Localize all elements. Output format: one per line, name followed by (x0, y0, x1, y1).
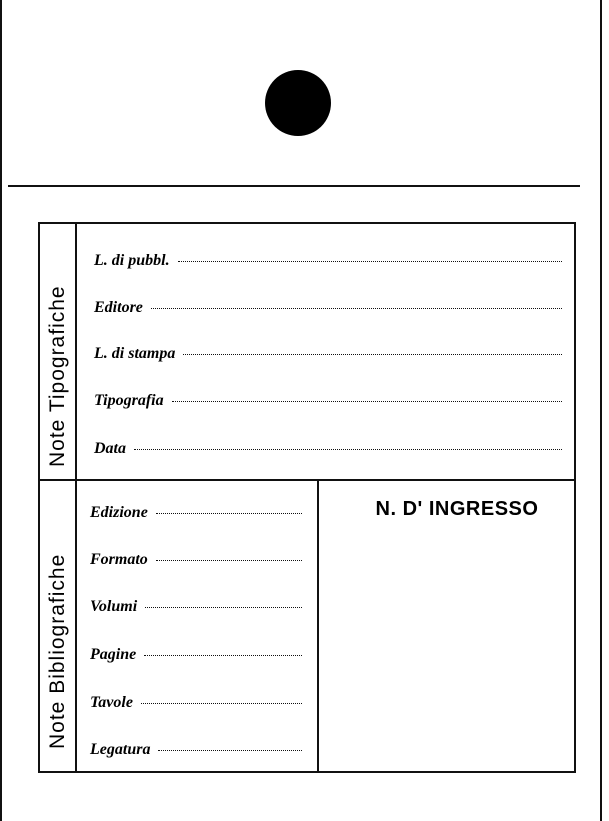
fill-line[interactable] (156, 560, 302, 561)
fill-line[interactable] (178, 261, 562, 262)
note-bibliografiche-heading: Note Bibliografiche (46, 553, 69, 749)
left-sheet-edge (0, 0, 5, 821)
catalog-card (38, 222, 576, 773)
ingresso-divider (317, 480, 319, 773)
field-row-luogo-pubblicazione (94, 252, 562, 270)
label-column-border (75, 224, 77, 771)
field-row-pagine (90, 646, 302, 664)
right-sheet-edge (600, 0, 609, 821)
field-row-luogo-stampa (94, 345, 562, 363)
fill-line[interactable] (172, 401, 562, 402)
fill-line[interactable] (156, 513, 302, 514)
fold-line (8, 185, 580, 187)
punch-hole (265, 70, 331, 136)
fill-line[interactable] (144, 655, 302, 656)
fill-line[interactable] (145, 607, 302, 608)
field-label: Legatura (90, 741, 151, 758)
section-divider (40, 479, 574, 481)
field-label: Tipografia (94, 392, 164, 409)
fill-line[interactable] (158, 750, 302, 751)
field-row-legatura (90, 741, 302, 759)
numero-ingresso-label: N. D' INGRESSO (375, 498, 539, 520)
field-label: Volumi (90, 598, 138, 615)
field-label: Pagine (90, 646, 137, 663)
field-row-edizione (90, 504, 302, 522)
field-label: L. di stampa (94, 345, 176, 362)
note-tipografiche-heading: Note Tipografiche (46, 285, 69, 467)
field-label: Data (94, 440, 126, 457)
field-label: L. di pubbl. (94, 252, 170, 269)
field-label: Edizione (90, 504, 148, 521)
fill-line[interactable] (151, 308, 562, 309)
field-row-editore (94, 299, 562, 317)
field-row-tavole (90, 694, 302, 712)
field-row-tipografia (94, 392, 562, 410)
field-row-volumi (90, 598, 302, 616)
field-row-formato (90, 551, 302, 569)
field-label: Editore (94, 299, 143, 316)
fill-line[interactable] (134, 449, 562, 450)
fill-line[interactable] (141, 703, 302, 704)
field-row-data (94, 440, 562, 458)
fill-line[interactable] (183, 354, 562, 355)
field-label: Tavole (90, 694, 133, 711)
field-label: Formato (90, 551, 148, 568)
